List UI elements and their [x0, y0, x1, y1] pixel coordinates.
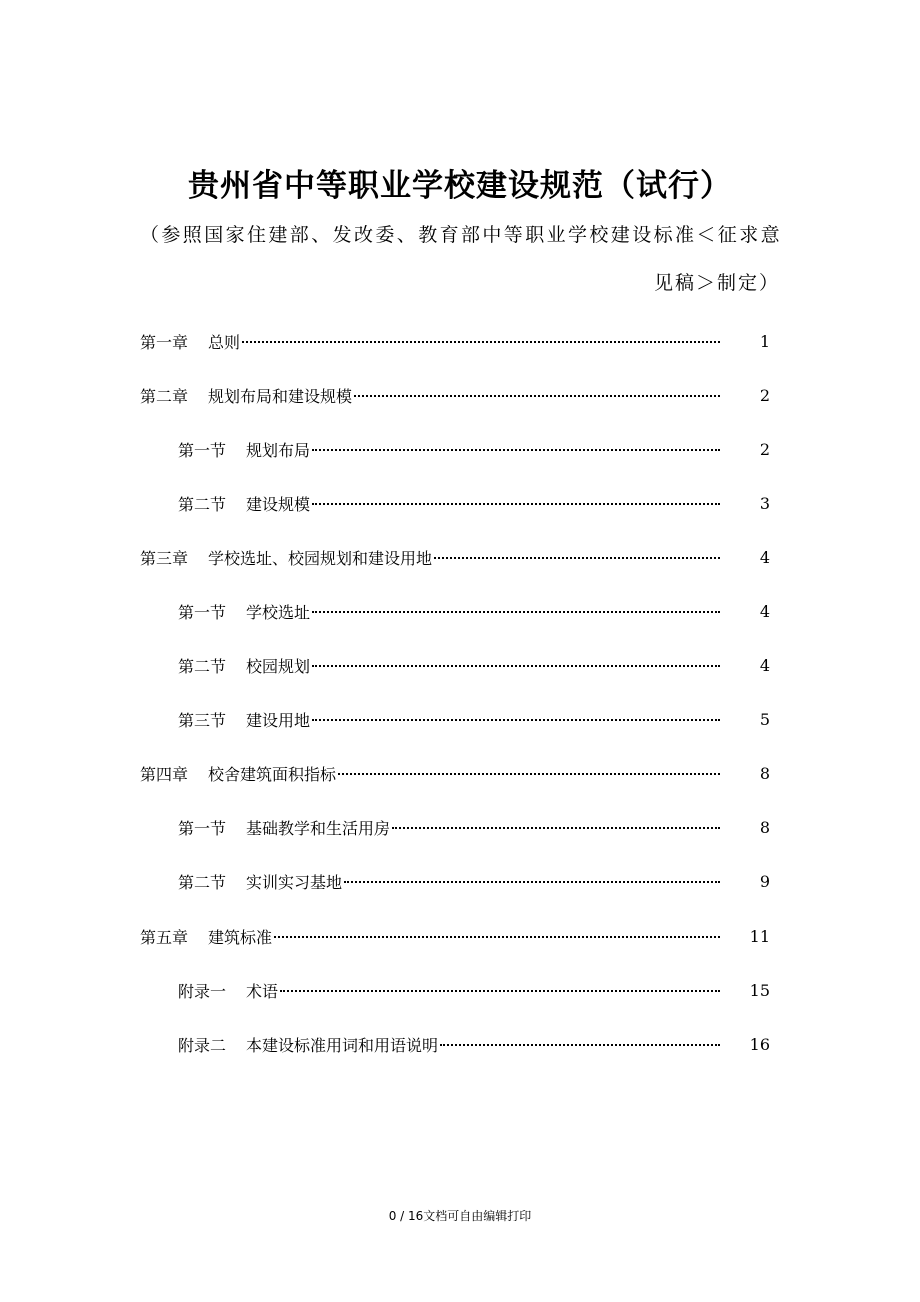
toc-entry[interactable] — [178, 491, 770, 515]
toc-entry-name: 校园规划 — [246, 656, 311, 676]
toc-entry-page: 4 — [759, 601, 770, 621]
toc-entry-label: 第二节 — [178, 872, 227, 892]
toc-dot-leader — [392, 827, 720, 829]
toc-dot-leader — [434, 557, 720, 559]
toc-dot-leader — [312, 449, 720, 451]
toc-entry[interactable] — [178, 1032, 770, 1056]
toc-entry[interactable] — [140, 761, 770, 785]
toc-entry-label: 第五章 — [140, 927, 189, 947]
toc-entry[interactable] — [178, 599, 770, 623]
document-title: 贵州省中等职业学校建设规范（试行） — [188, 168, 732, 204]
toc-dot-leader — [338, 773, 720, 775]
toc-entry[interactable] — [178, 978, 770, 1002]
toc-entry-page: 1 — [759, 331, 770, 351]
toc-entry[interactable] — [178, 869, 770, 893]
toc-entry-name: 校舍建筑面积指标 — [208, 764, 337, 784]
toc-entry[interactable] — [140, 329, 770, 353]
toc-entry-name: 本建设标准用词和用语说明 — [246, 1035, 439, 1055]
toc-entry-page: 2 — [759, 385, 770, 405]
toc-entry-name: 规划布局 — [246, 440, 311, 460]
toc-entry-label: 第一节 — [178, 818, 227, 838]
toc-dot-leader — [312, 611, 720, 613]
toc-entry-name: 建设规模 — [246, 494, 311, 514]
toc-entry-name: 实训实习基地 — [246, 872, 343, 892]
toc-entry-label: 第二章 — [140, 386, 189, 406]
toc-entry-name: 建筑标准 — [208, 927, 273, 947]
toc-dot-leader — [440, 1044, 720, 1046]
toc-entry-label: 第一节 — [178, 602, 227, 622]
toc-dot-leader — [344, 881, 720, 883]
toc-entry-page: 15 — [749, 980, 770, 1000]
toc-entry-page: 16 — [749, 1034, 770, 1054]
toc-entry-page: 3 — [759, 493, 770, 513]
toc-entry-name: 建设用地 — [246, 710, 311, 730]
toc-dot-leader — [354, 395, 720, 397]
toc-entry-name: 基础教学和生活用房 — [246, 818, 391, 838]
document-subtitle-line-1: （参照国家住建部、发改委、教育部中等职业学校建设标准＜征求意 — [140, 224, 783, 246]
document-subtitle-line-2: 见稿＞制定） — [653, 272, 780, 294]
toc-entry-page: 2 — [759, 439, 770, 459]
toc-entry-name: 学校选址、校园规划和建设用地 — [208, 548, 433, 568]
toc-entry[interactable] — [140, 383, 770, 407]
toc-dot-leader — [312, 503, 720, 505]
page-footer: 0 / 16文档可自由编辑打印 — [388, 1209, 532, 1223]
toc-entry-page: 8 — [759, 763, 770, 783]
toc-entry[interactable] — [140, 545, 770, 569]
toc-entry-page: 5 — [759, 709, 770, 729]
toc-dot-leader — [312, 719, 720, 721]
toc-entry-name: 总则 — [208, 332, 241, 352]
toc-entry-page: 9 — [759, 871, 770, 891]
toc-entry[interactable] — [178, 653, 770, 677]
toc-dot-leader — [312, 665, 720, 667]
toc-entry-page: 4 — [759, 655, 770, 675]
toc-dot-leader — [274, 936, 720, 938]
toc-entry-label: 附录一 — [178, 981, 227, 1001]
toc-entry-page: 8 — [759, 817, 770, 837]
toc-entry[interactable] — [178, 437, 770, 461]
toc-entry[interactable] — [178, 815, 770, 839]
toc-entry-label: 第一章 — [140, 332, 189, 352]
toc-entry-name: 规划布局和建设规模 — [208, 386, 353, 406]
toc-entry-label: 第四章 — [140, 764, 189, 784]
toc-entry-label: 第一节 — [178, 440, 227, 460]
toc-dot-leader — [280, 990, 720, 992]
toc-entry-label: 第三章 — [140, 548, 189, 568]
toc-entry-name: 术语 — [246, 981, 279, 1001]
toc-entry-label: 第三节 — [178, 710, 227, 730]
toc-entry-name: 学校选址 — [246, 602, 311, 622]
toc-dot-leader — [242, 341, 720, 343]
toc-entry[interactable] — [140, 924, 770, 948]
toc-entry-label: 第二节 — [178, 494, 227, 514]
toc-entry-page: 11 — [749, 926, 770, 946]
toc-entry-page: 4 — [759, 547, 770, 567]
toc-entry-label: 附录二 — [178, 1035, 227, 1055]
toc-entry-label: 第二节 — [178, 656, 227, 676]
toc-entry[interactable] — [178, 707, 770, 731]
